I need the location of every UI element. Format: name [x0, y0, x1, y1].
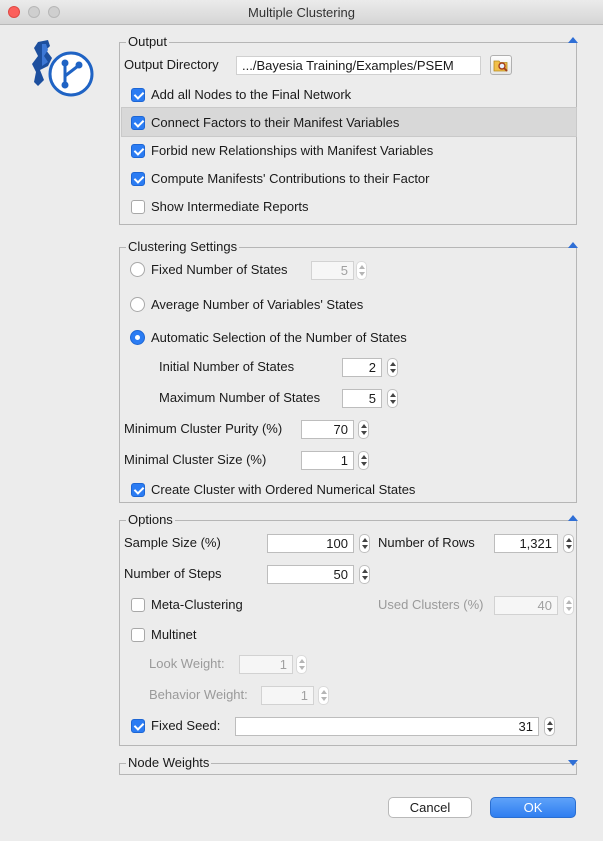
collapse-output-icon[interactable]: [568, 37, 578, 43]
collapse-options-icon[interactable]: [568, 515, 578, 521]
multinet-checkbox[interactable]: [131, 628, 145, 642]
behavior-weight-field[interactable]: 1: [261, 686, 314, 705]
ordered-states-checkbox[interactable]: [131, 483, 145, 497]
show-intermediate-reports-checkbox[interactable]: [131, 200, 145, 214]
look-weight-field[interactable]: 1: [239, 655, 293, 674]
automatic-selection-label: Automatic Selection of the Number of States: [151, 330, 407, 345]
fixed-states-label: Fixed Number of States: [151, 262, 288, 277]
ordered-states-label: Create Cluster with Ordered Numerical States: [151, 482, 416, 497]
connect-factors-label: Connect Factors to their Manifest Variables: [151, 115, 400, 130]
browse-folder-button[interactable]: [490, 55, 512, 75]
maximum-states-field[interactable]: 5: [342, 389, 382, 408]
behavior-weight-stepper[interactable]: [318, 686, 329, 705]
sample-size-field[interactable]: 100: [267, 534, 354, 553]
number-of-steps-stepper[interactable]: [359, 565, 370, 584]
compute-contributions-label: Compute Manifests' Contributions to their Factor: [151, 171, 430, 186]
ok-button[interactable]: OK: [490, 797, 576, 818]
used-clusters-field[interactable]: 40: [494, 596, 558, 615]
number-of-rows-stepper[interactable]: [563, 534, 574, 553]
cluster-purity-field[interactable]: 70: [301, 420, 354, 439]
title-bar: [0, 0, 603, 25]
node-weights-panel[interactable]: [119, 755, 577, 775]
cluster-size-stepper[interactable]: [358, 451, 369, 470]
window-title: Multiple Clustering: [248, 5, 355, 20]
output-panel-title: Output: [128, 34, 168, 49]
options-title: Options: [128, 512, 173, 527]
clustering-settings-title: Clustering Settings: [128, 239, 238, 254]
folder-search-icon: [491, 56, 511, 74]
fixed-states-radio[interactable]: [130, 262, 145, 277]
sample-size-stepper[interactable]: [359, 534, 370, 553]
cluster-purity-stepper[interactable]: [358, 420, 369, 439]
compute-contributions-checkbox[interactable]: [131, 172, 145, 186]
meta-clustering-checkbox[interactable]: [131, 598, 145, 612]
cluster-size-label: Minimal Cluster Size (%): [124, 452, 267, 467]
fixed-seed-label: Fixed Seed:: [151, 718, 221, 733]
number-of-rows-field[interactable]: 1,321: [494, 534, 558, 553]
initial-states-field[interactable]: 2: [342, 358, 382, 377]
multinet-label: Multinet: [151, 627, 197, 642]
add-all-nodes-checkbox[interactable]: [131, 88, 145, 102]
cancel-button[interactable]: Cancel: [388, 797, 472, 818]
forbid-relationships-checkbox[interactable]: [131, 144, 145, 158]
behavior-weight-label: Behavior Weight:: [149, 687, 248, 702]
used-clusters-label: Used Clusters (%): [378, 597, 484, 612]
show-intermediate-reports-label: Show Intermediate Reports: [151, 199, 309, 214]
fixed-states-stepper[interactable]: [356, 261, 367, 280]
initial-states-label: Initial Number of States: [159, 359, 295, 374]
fixed-seed-stepper[interactable]: [544, 717, 555, 736]
number-of-rows-label: Number of Rows: [378, 535, 475, 550]
output-panel-rule: [120, 42, 576, 43]
multiple-clustering-icon: [28, 36, 94, 100]
add-all-nodes-label: Add all Nodes to the Final Network: [151, 87, 352, 102]
number-of-steps-label: Number of Steps: [124, 566, 222, 581]
cluster-purity-label: Minimum Cluster Purity (%): [124, 421, 283, 436]
expand-node-weights-icon[interactable]: [568, 760, 578, 766]
cluster-size-field[interactable]: 1: [301, 451, 354, 470]
meta-clustering-label: Meta-Clustering: [151, 597, 243, 612]
maximum-states-label: Maximum Number of States: [159, 390, 321, 405]
connect-factors-checkbox[interactable]: [131, 116, 145, 130]
fixed-states-field[interactable]: 5: [311, 261, 354, 280]
output-directory-field[interactable]: .../Bayesia Training/Examples/PSEM: [236, 56, 481, 75]
options-panel-rule: [120, 520, 576, 521]
initial-states-stepper[interactable]: [387, 358, 398, 377]
node-weights-title: Node Weights: [128, 755, 210, 770]
collapse-clustering-icon[interactable]: [568, 242, 578, 248]
used-clusters-stepper[interactable]: [563, 596, 574, 615]
automatic-selection-radio[interactable]: [130, 330, 145, 345]
average-states-radio[interactable]: [130, 297, 145, 312]
average-states-label: Average Number of Variables' States: [151, 297, 364, 312]
fixed-seed-checkbox[interactable]: [131, 719, 145, 733]
number-of-steps-field[interactable]: 50: [267, 565, 354, 584]
forbid-relationships-label: Forbid new Relationships with Manifest Variables: [151, 143, 434, 158]
fixed-seed-field[interactable]: 31: [235, 717, 539, 736]
look-weight-stepper[interactable]: [296, 655, 307, 674]
maximum-states-stepper[interactable]: [387, 389, 398, 408]
look-weight-label: Look Weight:: [149, 656, 225, 671]
sample-size-label: Sample Size (%): [124, 535, 221, 550]
output-directory-label: Output Directory: [124, 57, 219, 72]
